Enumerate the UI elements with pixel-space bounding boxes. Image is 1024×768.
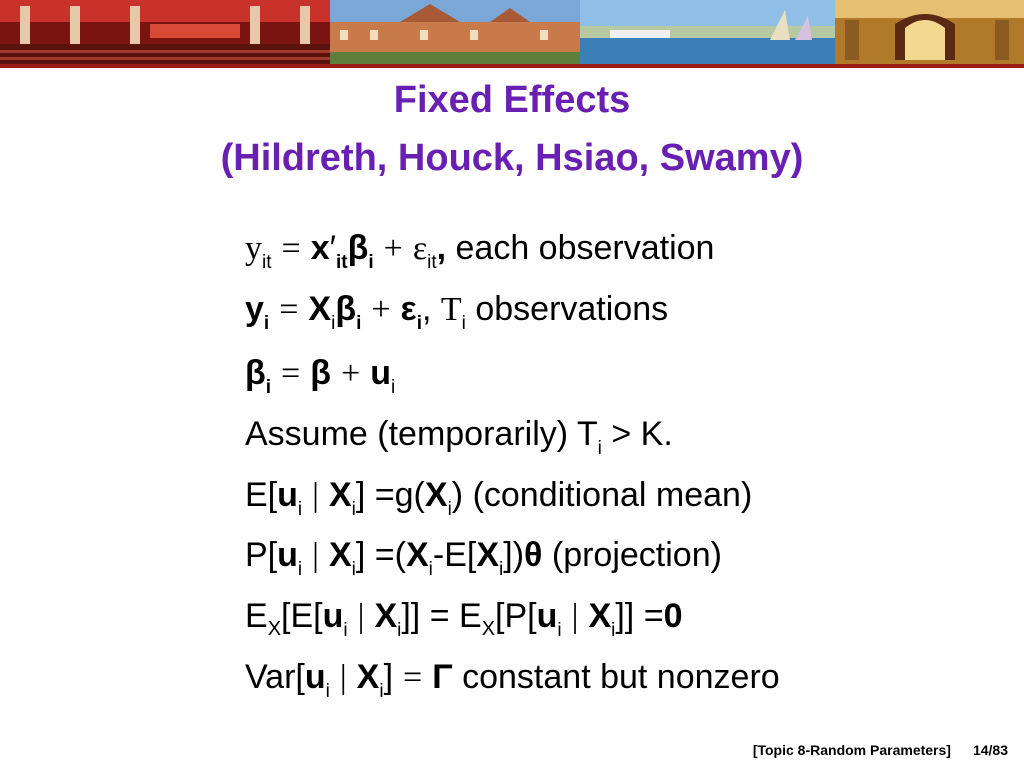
equation-beta-i: $\beta_i = \beta + u_i$ <box>245 354 396 398</box>
slide-title-line-1: Fixed Effects <box>393 79 631 121</box>
slide-footer <box>753 742 1008 758</box>
header-banner <box>0 0 1024 68</box>
chapel-interior-photo <box>835 0 1024 64</box>
equation-variance: $Var[u_i$ | $X_i] = \Gamma$ constant but nonzero <box>245 658 780 702</box>
page-number: 14/83 <box>972 742 1008 758</box>
campus-building-photo <box>330 0 580 64</box>
equation-projection: $P[u_i$ | $X_i] =(X_i-E[X_i])\theta$ (projection) <box>245 536 722 580</box>
auditorium-photo <box>0 0 330 64</box>
equation-ti-observations: $y_i = X_i\beta_i + \varepsilon_i$, $T_i$ observations <box>245 290 669 334</box>
equation-iterated-expectations: $E_X[E[u_i$ | $X_i]] = E_X[P[u_i$ | $X_i]] =0$ <box>245 597 683 641</box>
equation-conditional-mean: $E[u_i$ | $X_i] =g(X_i)$ (conditional mean) <box>245 476 753 520</box>
assumption-text: Assume (temporarily) $T_i > K$. <box>245 415 673 459</box>
topic-label: [Topic 8-Random Parameters] <box>752 742 951 758</box>
slide-title-line-2: (Hildreth, Houck, Hsiao, Swamy) <box>220 137 804 179</box>
lake-sailboat-photo <box>580 0 835 64</box>
equation-each-observation: $y_{it} = x'_{it}\beta_i + \varepsilon_{it}$, each observation <box>245 229 715 273</box>
